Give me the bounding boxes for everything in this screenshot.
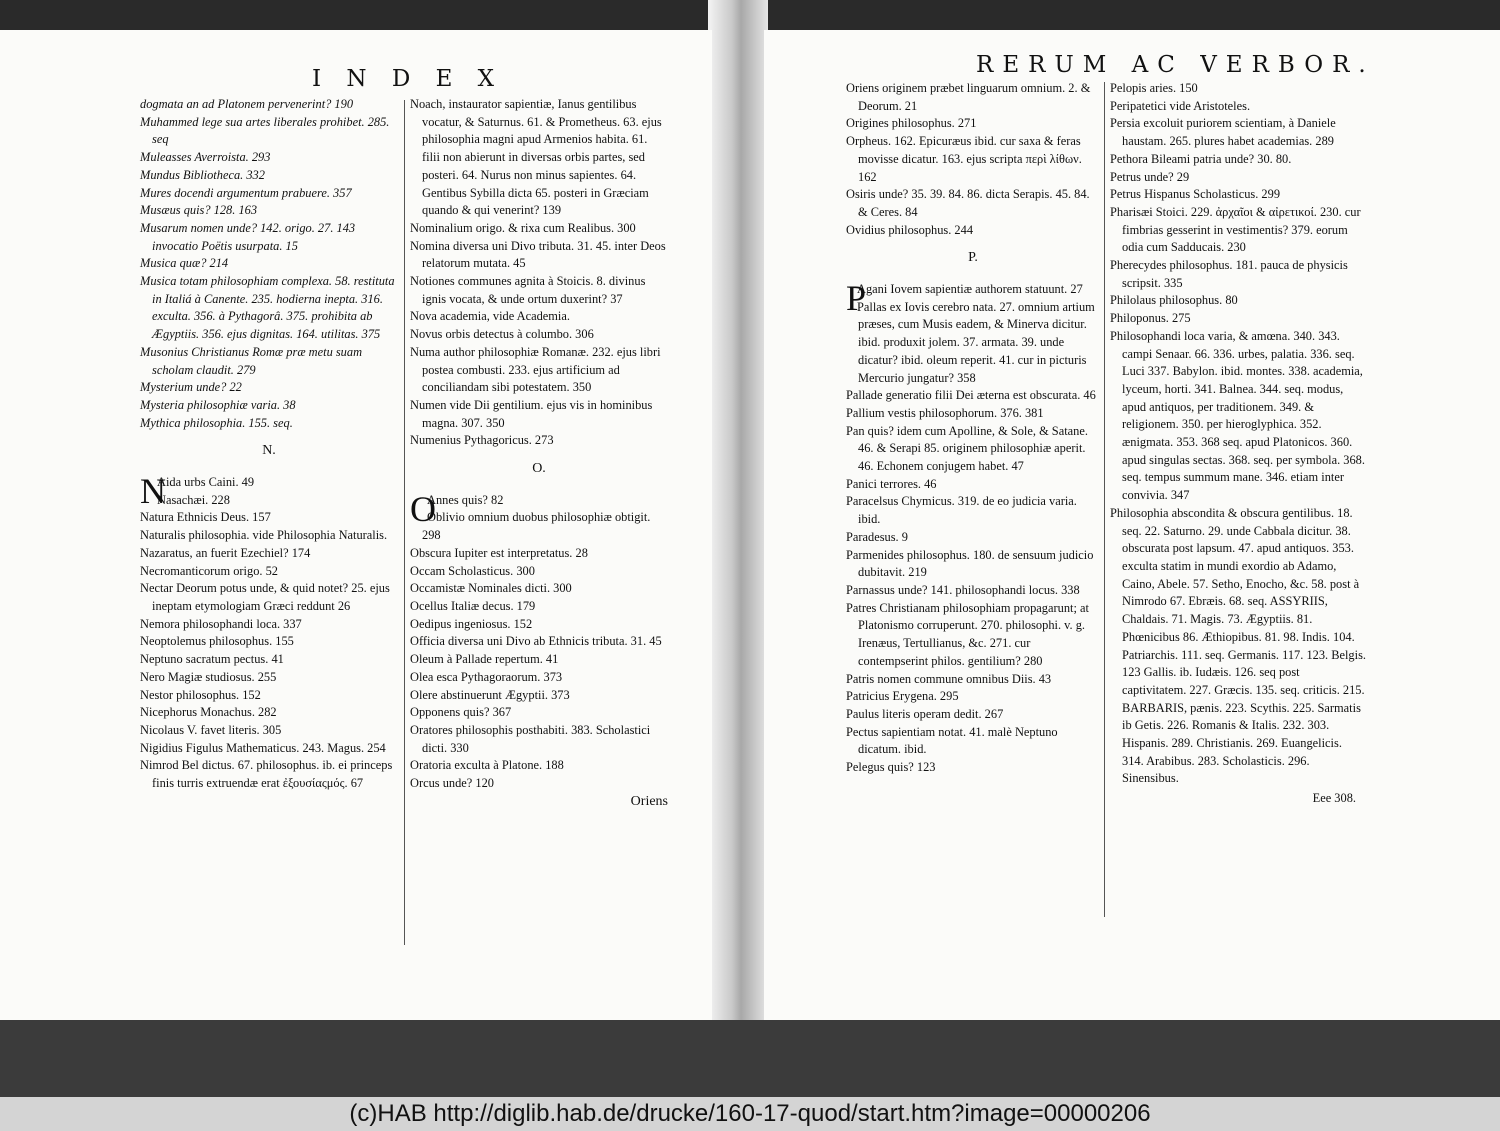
index-entry: Naturalis philosophia. vide Philosophia Naturalis. [140,528,388,543]
index-entry: Oedipus ingeniosus. 152 [410,616,533,631]
index-entry: Orpheus. 162. Epicuræus ibid. cur saxa & feras movisse dicatur. 163. ejus scripta περὶ λίθων. 162 [846,134,1082,184]
index-entry: Nimrod Bel dictus. 67. philosophus. ib. ei princeps finis turris extruendæ erat ἐξουσίαςμός. 67 [140,758,393,791]
index-entry: Obscura Iupiter est interpretatus. 28 [410,545,588,560]
index-entry: Numa author philosophiæ Romanæ. 232. ejus libri postea combusti. 233. ejus artificium ad conciliandam sibi potestatem. 350 [410,344,661,395]
running-head-left: I N D E X [312,66,504,92]
index-entry: Philolaus philosophus. 80 [1110,293,1238,308]
index-entry: Pethora Bileami patria unde? 30. 80. [1110,151,1292,166]
index-entry: Nicolaus V. favet literis. 305 [140,722,282,737]
index-entry: Nestor philosophus. 152 [140,687,261,702]
index-entry: Parnassus unde? 141. philosophandi locus. 338 [846,582,1080,597]
index-entry: Nasachæi. 228 [157,492,230,507]
index-entry: Musica totam philosophiam complexa. 58. restituta in Italiá à Canente. 235. hodierna inepta. 316. exculta. 356. à Pythagorâ. 375. prohibita ab Ægyptiis. 356. ejus dignitas. 164. utilitas. 375 [140,274,395,342]
entries-p-cont [1110,80,1366,788]
column-rule [1104,82,1105,917]
left-column-1 [140,96,398,793]
index-entry: Musonius Christianus Romæ præ metu suam scholam claudit. 279 [140,344,363,377]
entries-p [846,278,1100,777]
index-entry: Pherecydes philosophus. 181. pauca de physicis scripsit. 335 [1110,258,1348,290]
index-entry: Nazaratus, an fuerit Ezechiel? 174 [140,545,311,560]
index-entry: Origines philosophus. 271 [846,116,977,131]
index-entry: Panici terrores. 46 [846,476,937,491]
index-entry: Noach, instaurator sapientiæ, Ianus gentilibus vocatur, & Saturnus. 61. & Prometheus. 63. ejus philosophia magni apud Armenios habita. 61. filii non abierunt in diversas orbis partes, sed posteri. 64. Nurus non minus sapientes. 64. Gentibus Sybilla dicta 65. posteri in Græciam quando & qui venerint? 139 [410,97,662,218]
scan-bottom-edge [0,1020,1500,1097]
index-entry: Patris nomen commune omnibus Diis. 43 [846,671,1052,686]
index-entry: Olea esca Pythagoraorum. 373 [410,669,563,684]
index-entry: Persia excoluit puriorem scientiam, à Daniele haustam. 265. plures habet academias. 289 [1110,116,1336,149]
index-entry: Patres Christianam philosophiam propagarunt; at Platonismo corruperunt. 270. philosophi. v. g. Irenæus, Tertullianus, &c. 271. cur contempserint philos. gentilium? 280 [846,600,1089,668]
index-entry: Petrus unde? 29 [1110,169,1190,184]
index-entry: Neptuno sacratum pectus. 41 [140,652,284,667]
index-entry: Mures docendi argumentum prabuere. 357 [140,185,352,200]
index-entry: Patricius Erygena. 295 [846,689,959,704]
index-entry: Osiris unde? 35. 39. 84. 86. dicta Serapis. 45. 84. & Ceres. 84 [846,187,1090,219]
index-entry: Petrus Hispanus Scholasticus. 299 [1110,187,1281,202]
index-entry: Pallade generatio filii Dei æterna est obscurata. 46 [846,388,1096,403]
index-entry: Ovidius philosophus. 244 [846,222,974,237]
initial-letter: P [846,278,867,319]
index-entry: Oriens originem præbet linguarum omnium. 2. & Deorum. 21 [846,81,1091,113]
index-entry: Annes quis? 82 [427,492,504,507]
index-entry: Pelegus quis? 123 [846,760,936,775]
index-entry: Pelopis aries. 150 [1110,81,1198,95]
index-entry: Ocellus Italiæ decus. 179 [410,598,536,613]
index-entry: Pallium vestis philosophorum. 376. 381 [846,405,1044,420]
index-entry: Opponens quis? 367 [410,705,512,720]
entries-n-cont [410,96,668,450]
index-entry: Musarum nomen unde? 142. origo. 27. 143 invocatio Poëtis usurpata. 15 [140,220,356,253]
index-entry: Agani Iovem sapientiæ authorem statuunt. 27 [857,282,1083,297]
index-entry: dogmata an ad Platonem pervenerint? 190 [140,97,354,111]
index-entry: Paradesus. 9 [846,529,908,544]
index-entry: Occamistæ Nominales dicti. 300 [410,581,572,596]
left-page [0,30,712,1022]
letter-heading-p: P. [968,250,978,266]
entries-m [140,96,398,432]
signature-mark: Eee 308. [1312,791,1356,806]
index-entry: Philosophia abscondita & obscura gentilibus. 18. seq. 22. Saturno. 29. unde Cabbala dicitur. 38. obscurata post lapsum. 47. apud antiquos. 353. exculta statim in mundi exordio ab Adamo, Caino, Abele. 57. Setho, Enocho, &c. 58. post à Nimrodo 67. Ebræis. 68. seq. ASSYRIIS, Chaldais. 71. Magis. 73. Ægyptiis. 81. Phœnicibus 86. Æthiopibus. 81. 98. Indis. 104. Patriarchis. 111. seq. Germanis. 117. 123. Belgis. 123 Gallis. ib. Iudæis. 126. seq post captivitatem. 227. Græcis. 135. seq. criticis. 215. BARBARIS, pænis. 223. Scythis. 225. Sarmatis ib Getis. 226. Romanis & Italis. 232. 303. Hispanis. 289. Christianis. 269. Euangelicis. 314. Arabibus. 283. Scholasticis. 296. Sinensibus. [1110,505,1366,786]
index-entry: Nomina diversa uni Divo tributa. 31. 45. inter Deos relatorum mutata. 45 [410,238,666,271]
index-entry: Aida urbs Caini. 49 [157,475,255,490]
index-entry: Officia diversa uni Divo ab Ethnicis tributa. 31. 45 [410,634,662,649]
index-entry: Pharisæi Stoici. 229. ἀρχαῖοι & αἰρετικοί. 230. cur fimbrias gesserint in vestimentis? 379. eorum odia cum Sadducais. 230 [1110,204,1361,255]
index-entry: Paulus literis operam dedit. 267 [846,706,1004,721]
index-entry: Mysterium unde? 22 [140,380,242,395]
index-entry: Muhammed lege sua artes liberales prohibet. 285. seq [140,114,390,147]
index-entry: Neoptolemus philosophus. 155 [140,634,294,649]
index-entry: Oleum à Pallade repertum. 41 [410,652,559,667]
index-entry: Mysteria philosophiæ varia. 38 [140,397,296,412]
index-entry: Numenius Pythagoricus. 273 [410,433,554,448]
index-entry: Oratoria exculta à Platone. 188 [410,758,564,773]
letter-heading-o: O. [532,461,546,477]
catchword: Oriens [630,793,668,809]
index-entry: Mythica philosophia. 155. seq. [140,415,293,430]
letter-heading-n: N. [262,443,276,459]
copyright-footer: (c)HAB http://diglib.hab.de/drucke/160-17-quod/start.htm?image=00000206 [0,1097,1500,1131]
index-entry: Nectar Deorum potus unde, & quid notet? 25. ejus ineptam etymologiam Græci reddunt 26 [140,581,390,613]
book-gutter [708,0,768,1020]
entries-n [140,471,398,793]
index-entry: Nigidius Figulus Mathematicus. 243. Magus. 254 [140,740,386,755]
index-entry: Pan quis? idem cum Apolline, & Sole, & Satane. 46. & Serapi 85. originem philosophiæ aperit. 46. Echonem conjugem habet. 47 [846,423,1088,474]
index-entry: Olere abstinuerunt Ægyptii. 373 [410,687,570,702]
initial-letter: N [140,471,166,512]
right-column-1 [846,80,1100,777]
index-entry: Paracelsus Chymicus. 319. de eo judicia varia. ibid. [846,494,1077,527]
running-head-right: RERUM AC VERBOR. [976,52,1375,78]
index-entry: Numen vide Dii gentilium. ejus vis in hominibus magna. 307. 350 [410,397,653,430]
index-entry: Natura Ethnicis Deus. 157 [140,510,271,525]
column-rule [404,100,405,945]
index-entry: Notiones communes agnita à Stoicis. 8. divinus ignis vocata, & unde ortum duxerint? 37 [410,274,646,306]
index-entry: Nemora philosophandi loca. 337 [140,616,302,631]
initial-letter: O [410,488,436,529]
index-entry: Nova academia, vide Academia. [410,309,570,324]
right-page [764,30,1500,1022]
index-entry: Necromanticorum origo. 52 [140,563,278,578]
index-entry: Mundus Bibliotheca. 332 [140,167,265,182]
index-entry: Occam Scholasticus. 300 [410,563,535,578]
index-entry: Philosophandi loca varia, & amœna. 340. 343. campi Senaar. 66. 336. urbes, palatia. 336. seq. Luci 337. Babylon. ibid. montes. 338. academia, lyceum, horti. 341. Balnea. 344. seq. modus, apud antiquos, per traditionem. 349. & religionem. 350. per hieroglyphica. 352. ænigmata. 353. 368 seq. apud Platonicos. 360. apud singulas sectas. 368. seq. per symbola. 368. seq. tempus summum mane. 346. etiam inter convivia. 347 [1110,328,1365,503]
index-entry: Pallas ex Iovis cerebro nata. 27. omnium artium præses, cum Musis eadem, & Minerva dicitur. ibid. produxit jolem. 37. armata. 39. unde dicatur? ibid. oleum reperit. 41. cur in picturis Mercurio jungatur? 358 [857,299,1095,385]
right-column-2 [1110,80,1366,808]
index-entry: Nero Magiæ studiosus. 255 [140,669,277,684]
entries-o-cont [846,80,1100,239]
index-entry: Parmenides philosophus. 180. de sensuum judicio dubitavit. 219 [846,547,1094,580]
index-entry: Muleasses Averroista. 293 [140,150,271,165]
index-entry: Nicephorus Monachus. 282 [140,705,277,720]
index-entry: Orcus unde? 120 [410,776,494,791]
index-entry: Novus orbis detectus à columbo. 306 [410,327,594,342]
index-entry: Philoponus. 275 [1110,311,1191,326]
index-entry: Pectus sapientiam notat. 41. malè Neptuno dicatum. ibid. [846,724,1058,757]
index-entry: Oblivio omnium duobus philosophiæ obtigit. 298 [422,510,651,543]
entries-o [410,488,668,793]
index-entry: Nominalium origo. & rixa cum Realibus. 300 [410,220,636,235]
index-entry: Musica quæ? 214 [140,256,229,271]
index-entry: Peripatetici vide Aristoteles. [1110,98,1251,113]
index-entry: Musæus quis? 128. 163 [140,203,258,218]
index-entry: Oratores philosophis posthabiti. 383. Scholastici dicti. 330 [410,722,651,755]
left-column-2 [410,96,668,810]
